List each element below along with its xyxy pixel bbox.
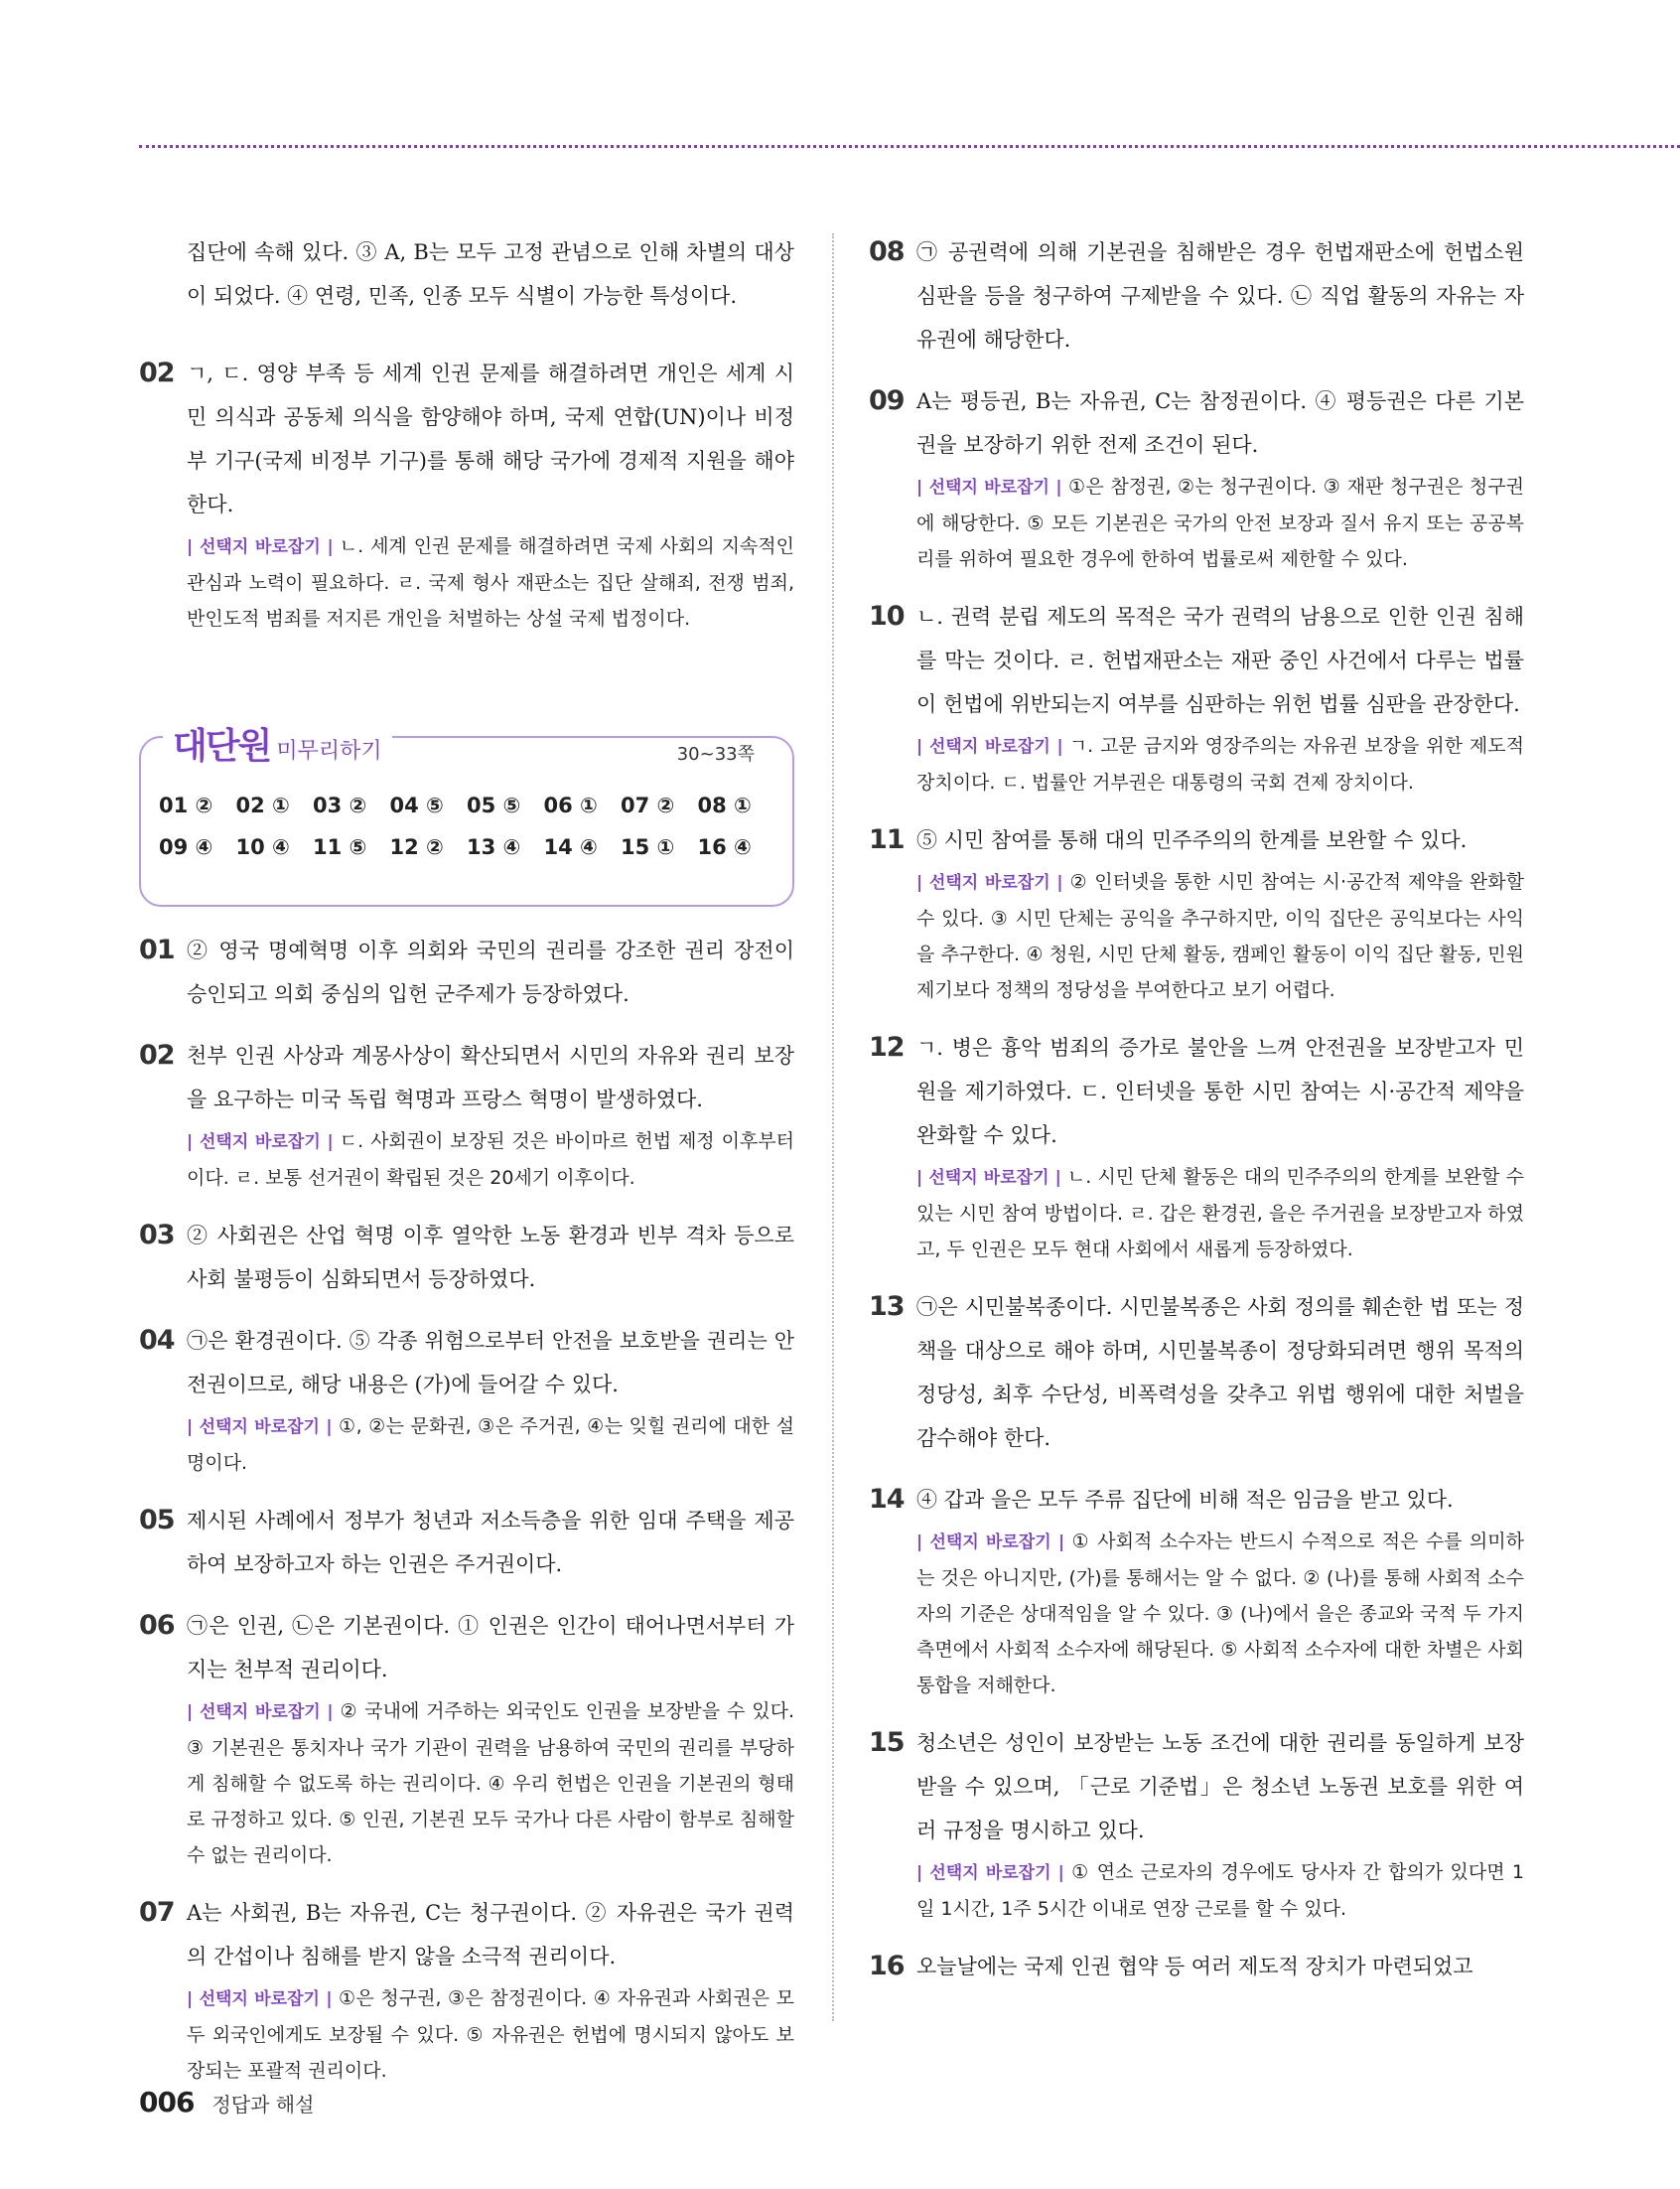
unit-review-subtitle: 미무리하기: [276, 739, 382, 764]
unit-answer-cell: 09 ④: [159, 835, 213, 859]
column-divider: [832, 233, 834, 2021]
answer-number: 10: [869, 601, 905, 632]
choice-correction: [187, 1980, 794, 2089]
unit-answer-cell: 01 ②: [159, 794, 213, 817]
unit-answer-cell: 16 ④: [697, 835, 752, 859]
choice-correction: [187, 1123, 794, 1196]
answer-number: 02: [139, 1040, 175, 1071]
choice-correction: [916, 1159, 1524, 1267]
answer-item-08: [869, 230, 1524, 362]
answer-item-04: [139, 1319, 794, 1481]
answer-item-06: [139, 1604, 794, 1873]
correction-tag: | 선택지 바로잡기 |: [916, 478, 1062, 498]
correction-text: ① 사회적 소수자는 반드시 수적으로 적은 수를 의미하는 것은 아니지만, (가)를 통해서는 알 수 없다. ② (나)를 통해 사회적 소수자의 기준은 상대적임을 알 수 있다. ③ (나)에서 을은 종교와 국적 두 가지 측면에서 사회적 소수자에 해당된다. ⑤ 사회적 소수자에 대한 차별은 사회 통합을 저해한다.: [916, 1531, 1524, 1696]
answer-item-05: [139, 1499, 794, 1586]
unit-answer-cell: 04 ⑤: [389, 794, 444, 817]
answer-number: 16: [869, 1951, 905, 1981]
answer-number: 13: [869, 1291, 905, 1322]
answer-item-16: [869, 1945, 1524, 1988]
answer-number: 01: [139, 935, 175, 965]
answer-item-15: [869, 1721, 1524, 1927]
choice-correction: [187, 1693, 794, 1873]
unit-answer-cell: 07 ②: [621, 794, 675, 817]
page-footer: [139, 2086, 314, 2118]
unit-answer-cell: 15 ①: [621, 835, 675, 859]
unit-review-heading: [163, 718, 392, 769]
answer-item-03: [139, 1214, 794, 1301]
continuation-text: 집단에 속해 있다. ③ A, B는 모두 고정 관념으로 인해 차별의 대상이 되었다. ④ 연령, 민족, 인종 모두 식별이 가능한 특성이다.: [187, 240, 794, 308]
correction-text: ① 연소 근로자의 경우에도 당사자 간 합의가 있다면 1일 1시간, 1주 5시간 이내로 연장 근로를 할 수 있다.: [916, 1861, 1524, 1920]
answer-number: 07: [139, 1897, 175, 1928]
correction-tag: | 선택지 바로잡기 |: [187, 537, 334, 557]
left-answer-list: [139, 929, 794, 2089]
answer-text: ㄴ. 권력 분립 제도의 목적은 국가 권력의 남용으로 인한 인권 침해를 막는 것이다. ㄹ. 헌법재판소는 재판 중인 사건에서 다루는 법률이 헌법에 위반되는지 여부를 심판하는 위헌 법률 심판을 관장한다.: [916, 605, 1524, 716]
left-column: [139, 230, 794, 2107]
answer-item-13: [869, 1285, 1524, 1460]
unit-answer-cell: 10 ④: [235, 835, 290, 859]
right-column: [869, 230, 1524, 2006]
answer-text: ㉠ 공권력에 의해 기본권을 침해받은 경우 헌법재판소에 헌법소원 심판을 등을 청구하여 구제받을 수 있다. ㉡ 직업 활동의 자유는 자유권에 해당한다.: [916, 240, 1524, 352]
answer-item-14: [869, 1478, 1524, 1703]
answer-number: 05: [139, 1505, 175, 1535]
correction-tag: | 선택지 바로잡기 |: [916, 737, 1063, 757]
top-dotted-rule: [139, 145, 1680, 148]
answer-number: 09: [869, 385, 905, 416]
answer-item-12: [869, 1026, 1524, 1267]
choice-correction: [916, 1524, 1524, 1703]
choice-correction: [916, 1854, 1524, 1927]
choice-correction: [916, 469, 1524, 577]
unit-page-range: 30~33쪽: [669, 740, 763, 766]
answer-number: 06: [139, 1610, 175, 1641]
correction-tag: | 선택지 바로잡기 |: [187, 1132, 334, 1152]
answer-text: ㄱ, ㄷ. 영양 부족 등 세계 인권 문제를 해결하려면 개인은 세계 시민 의식과 공동체 의식을 함양해야 하며, 국제 연합(UN)이나 비정부 기구(국제 비정부 기구)를 통해 해당 국가에 경제적 지원을 해야 한다.: [187, 362, 794, 516]
unit-review-title: 대단원: [173, 726, 271, 767]
answer-item-01: [139, 929, 794, 1016]
correction-tag: | 선택지 바로잡기 |: [916, 1532, 1065, 1552]
answer-text: ② 영국 명예혁명 이후 의회와 국민의 권리를 강조한 권리 장전이 승인되고 의회 중심의 입헌 군주제가 등장하였다.: [187, 939, 794, 1006]
unit-answer-cell: 14 ④: [543, 835, 598, 859]
answer-text: ② 사회권은 산업 혁명 이후 열악한 노동 환경과 빈부 격차 등으로 사회 불평등이 심화되면서 등장하였다.: [187, 1224, 794, 1291]
correction-tag: | 선택지 바로잡기 |: [187, 1989, 333, 2009]
answer-item-02: [139, 1034, 794, 1196]
answer-number: 04: [139, 1325, 175, 1356]
correction-tag: | 선택지 바로잡기 |: [916, 1863, 1064, 1883]
page-footer-label: 정답과 해설: [211, 2093, 315, 2116]
correction-text: ㄷ. 사회권이 보장된 것은 바이마르 헌법 제정 이후부터이다. ㄹ. 보통 선거권이 확립된 것은 20세기 이후이다.: [187, 1130, 794, 1189]
answer-text: ㉠은 시민불복종이다. 시민불복종은 사회 정의를 훼손한 법 또는 정책을 대상으로 해야 하며, 시민불복종이 정당화되려면 행위 목적의 정당성, 최후 수단성, 비폭력성을 갖추고 위법 행위에 대한 처벌을 감수해야 한다.: [916, 1295, 1524, 1450]
correction-text: ①, ②는 문화권, ③은 주거권, ④는 잊힐 권리에 대한 설명이다.: [187, 1415, 794, 1474]
unit-answer-cell: 05 ⑤: [467, 794, 521, 817]
answer-text: 청소년은 성인이 보장받는 노동 조건에 대한 권리를 동일하게 보장받을 수 있으며, 「근로 기준법」은 청소년 노동권 보호를 위한 여러 규정을 명시하고 있다.: [916, 1731, 1524, 1842]
correction-tag: | 선택지 바로잡기 |: [916, 1168, 1061, 1188]
answer-prev-02: [139, 352, 794, 637]
answer-text: ㄱ. 병은 흉악 범죄의 증가로 불안을 느껴 안전권을 보장받고자 민원을 제기하였다. ㄷ. 인터넷을 통한 시민 참여는 시·공간적 제약을 완화할 수 있다.: [916, 1036, 1524, 1147]
correction-text: ①은 청구권, ③은 참정권이다. ④ 자유권과 사회권은 모두 외국인에게도 보장될 수 있다. ⑤ 자유권은 헌법에 명시되지 않아도 보장되는 포괄적 권리이다.: [187, 1987, 794, 2082]
correction-text: ㄴ. 세계 인권 문제를 해결하려면 국제 사회의 지속적인 관심과 노력이 필요하다. ㄹ. 국제 형사 재판소는 집단 살해죄, 전쟁 범죄, 반인도적 범죄를 저지른 개인을 처벌하는 상설 국제 법정이다.: [187, 535, 794, 630]
answer-number: 12: [869, 1032, 905, 1063]
correction-tag: | 선택지 바로잡기 |: [187, 1417, 333, 1437]
choice-correction: [187, 1408, 794, 1481]
unit-answer-cell: 02 ①: [235, 794, 290, 817]
correction-tag: | 선택지 바로잡기 |: [187, 1702, 334, 1722]
answer-number: 15: [869, 1727, 905, 1758]
answer-number: 14: [869, 1484, 905, 1515]
unit-answer-cell: 11 ⑤: [313, 835, 367, 859]
page-number: 006: [139, 2086, 195, 2118]
answer-number: 03: [139, 1220, 175, 1250]
correction-text: ② 국내에 거주하는 외국인도 인권을 보장받을 수 있다. ③ 기본권은 통치자나 국가 기관이 권력을 남용하여 국민의 권리를 부당하게 침해할 수 없도록 하는 권리이다. ④ 우리 헌법은 인권을 기본권의 형태로 규정하고 있다. ⑤ 인권, 기본권 모두 국가나 다른 사람이 함부로 침해할 수 없는 권리이다.: [187, 1700, 794, 1866]
answer-item-07: [139, 1891, 794, 2089]
answer-text: 천부 인권 사상과 계몽사상이 확산되면서 시민의 자유와 권리 보장을 요구하는 미국 독립 혁명과 프랑스 혁명이 발생하였다.: [187, 1044, 794, 1111]
unit-answer-cell: 08 ①: [697, 794, 752, 817]
answer-text: ㉠은 인권, ㉡은 기본권이다. ① 인권은 인간이 태어나면서부터 가지는 천부적 권리이다.: [187, 1614, 794, 1681]
answer-text: ㉠은 환경권이다. ⑤ 각종 위험으로부터 안전을 보호받을 권리는 안전권이므로, 해당 내용은 (가)에 들어갈 수 있다.: [187, 1329, 794, 1396]
answer-number: 02: [139, 358, 175, 388]
answer-text: A는 평등권, B는 자유권, C는 참정권이다. ④ 평등권은 다른 기본권을 보장하기 위한 전제 조건이 된다.: [916, 389, 1524, 457]
answer-number: 11: [869, 824, 905, 855]
answer-text: ⑤ 시민 참여를 통해 대의 민주주의의 한계를 보완할 수 있다.: [916, 828, 1468, 852]
correction-text: ①은 참정권, ②는 청구권이다. ③ 재판 청구권은 청구권에 해당한다. ⑤ 모든 기본권은 국가의 안전 보장과 질서 유지 또는 공공복리를 위하여 필요한 경우에 한하여 법률로써 제한할 수 있다.: [916, 476, 1524, 570]
answer-item-10: [869, 595, 1524, 801]
answer-text: 오늘날에는 국제 인권 협약 등 여러 제도적 장치가 마련되었고: [916, 1955, 1473, 1978]
choice-correction: [916, 864, 1524, 1008]
answer-item-11: [869, 818, 1524, 1008]
unit-answer-cell: 13 ④: [467, 835, 521, 859]
correction-text: ㄱ. 고문 금지와 영장주의는 자유권 보장을 위한 제도적 장치이다. ㄷ. 법률안 거부권은 대통령의 국회 견제 장치이다.: [916, 735, 1524, 794]
answer-number: 08: [869, 236, 905, 267]
choice-correction: [187, 528, 794, 637]
unit-answer-cell: 06 ①: [543, 794, 598, 817]
correction-text: ② 인터넷을 통한 시민 참여는 시·공간적 제약을 완화할 수 있다. ③ 시민 단체는 공익을 추구하지만, 이익 집단은 공익보다는 사익을 추구한다. ④ 청원, 시민 단체 활동, 캠페인 활동이 이익 집단 활동, 민원 제기보다 정책의 정당성을 부여한다고 보기 어렵다.: [916, 871, 1524, 1001]
answer-text: A는 사회권, B는 자유권, C는 청구권이다. ② 자유권은 국가 권력의 간섭이나 침해를 받지 않을 소극적 권리이다.: [187, 1901, 794, 1969]
unit-answer-grid: [159, 794, 774, 859]
unit-review-box: [139, 726, 794, 907]
answer-item-09: [869, 379, 1524, 577]
correction-tag: | 선택지 바로잡기 |: [916, 873, 1063, 893]
correction-text: ㄴ. 시민 단체 활동은 대의 민주주의의 한계를 보완할 수 있는 시민 참여 방법이다. ㄹ. 갑은 환경권, 을은 주거권을 보장받고자 하였고, 두 인권은 모두 현대 사회에서 새롭게 등장하였다.: [916, 1166, 1524, 1260]
answer-text: ④ 갑과 을은 모두 주류 집단에 비해 적은 임금을 받고 있다.: [916, 1488, 1454, 1512]
choice-correction: [916, 728, 1524, 801]
answer-text: 제시된 사례에서 정부가 청년과 저소득층을 위한 임대 주택을 제공하여 보장하고자 하는 인권은 주거권이다.: [187, 1509, 794, 1576]
right-answer-list: [869, 230, 1524, 1988]
unit-answer-cell: 03 ②: [313, 794, 367, 817]
unit-answer-cell: 12 ②: [389, 835, 444, 859]
